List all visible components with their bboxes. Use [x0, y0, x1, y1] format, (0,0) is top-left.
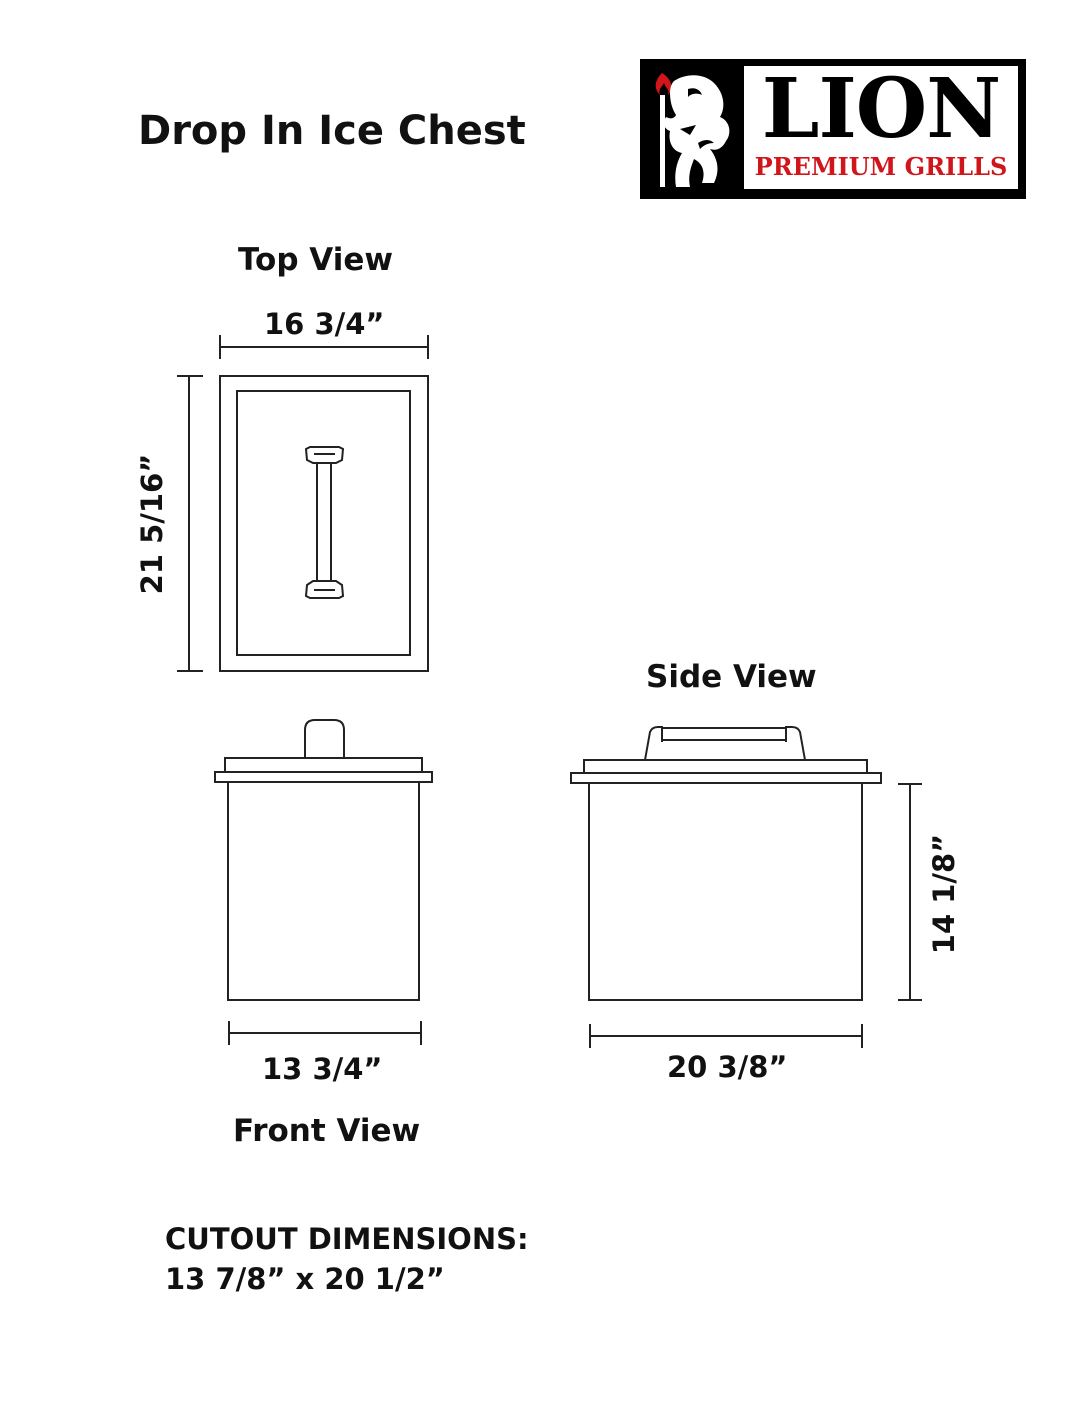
top-view-width-dimension: 16 3/4”	[264, 307, 385, 341]
front-view-label: Front View	[233, 1113, 421, 1149]
side-view-width-dimension: 20 3/8”	[667, 1050, 788, 1084]
cutout-dimensions-label: CUTOUT DIMENSIONS:	[165, 1222, 529, 1256]
side-view-drawing	[571, 727, 922, 1048]
cutout-dimensions-value: 13 7/8” x 20 1/2”	[165, 1262, 445, 1296]
front-view-width-dimension: 13 3/4”	[262, 1052, 383, 1086]
top-view-label: Top View	[238, 242, 394, 278]
side-view-label: Side View	[646, 659, 817, 695]
logo-wordmark: LION	[761, 61, 1001, 157]
logo-tagline: PREMIUM GRILLS	[754, 152, 1008, 181]
top-view-drawing	[177, 335, 428, 671]
top-view-depth-dimension: 21 5/16”	[135, 453, 169, 595]
side-view-height-dimension: 14 1/8”	[927, 833, 961, 955]
front-view-drawing	[215, 720, 432, 1045]
page-title: Drop In Ice Chest	[138, 108, 526, 154]
